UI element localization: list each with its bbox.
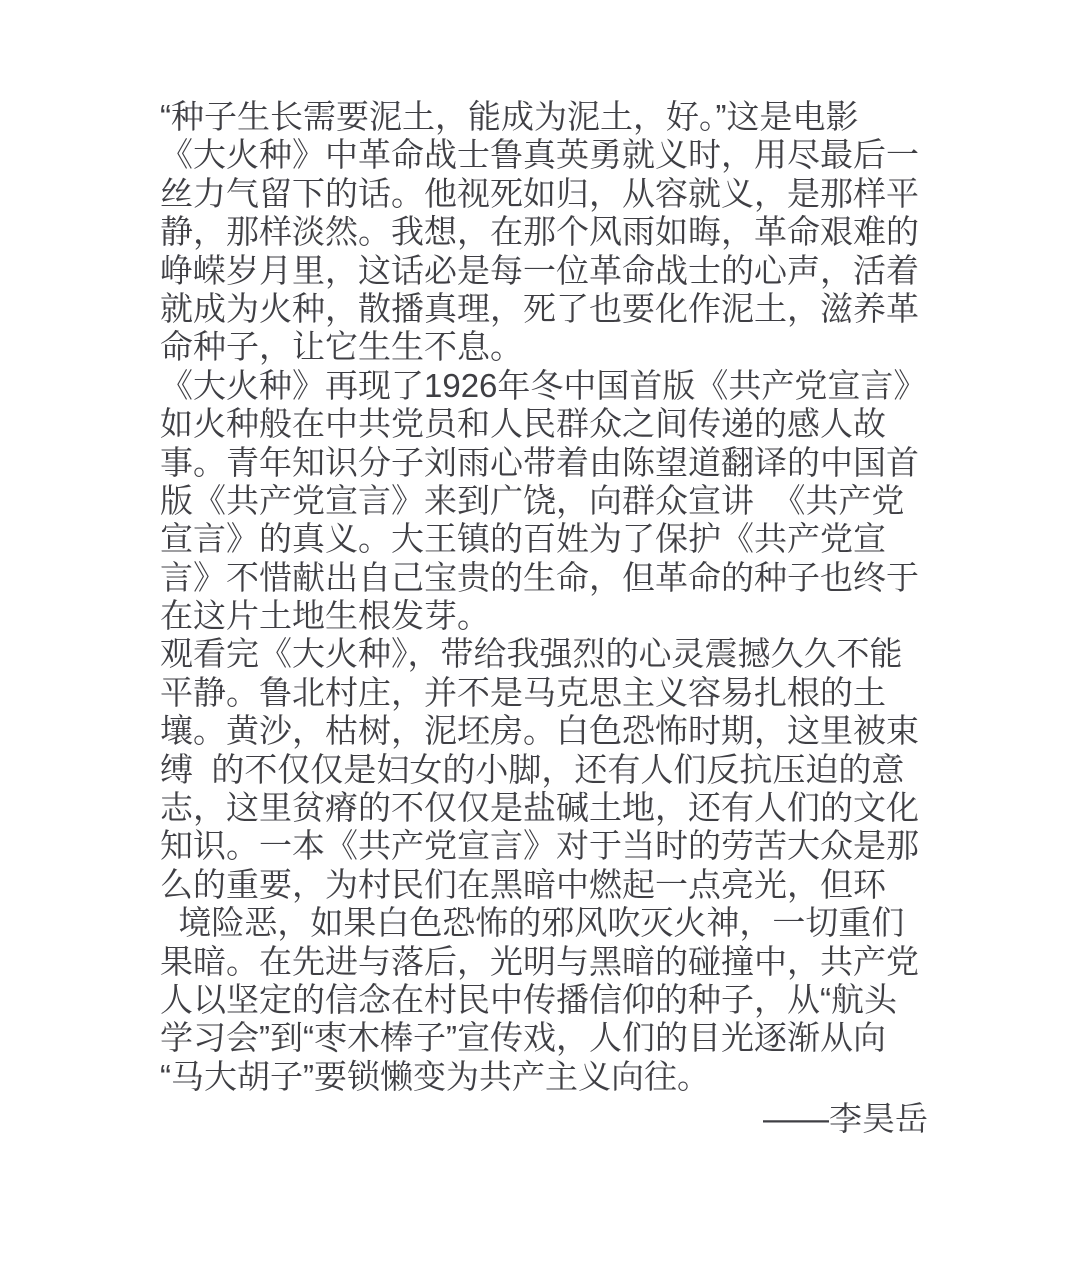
essay-body [160, 98, 928, 1139]
text-line: 事。青年知识分子刘雨心带着由陈望道翻译的中国首 [160, 443, 919, 481]
text-line: 如火种般在中共党员和人民群众之间传递的感人故 [160, 405, 886, 443]
text-line: 平静。鲁北村庄，并不是马克思主义容易扎根的土 [160, 673, 886, 711]
text-line: “种子生长需要泥土，能成为泥土，好。”这是电影 [160, 98, 859, 135]
text-line: 在这片土地生根发芽。 [160, 597, 490, 635]
text-line: 人以坚定的信念在村民中传播信仰的种子，从“航头 [160, 980, 897, 1018]
text-line: 就成为火种，散播真理，死了也要化作泥土，滋养革 [160, 289, 919, 327]
text-line: 缚 的不仅仅是妇女的小脚，还有人们反抗压迫的意 [160, 750, 905, 788]
text-line: 果暗。在先进与落后，光明与黑暗的碰撞中，共产党 [160, 942, 919, 980]
text-line: 《大火种》再现了1926年冬中国首版《共产党宣言》 [160, 366, 927, 404]
text-line: 么的重要，为村民们在黑暗中燃起一点亮光，但环 [160, 865, 886, 903]
text-line: 版《共产党宣言》来到广饶，向群众宣讲 《共产党 [160, 481, 905, 519]
text-line: 境险恶，如果白色恐怖的邪风吹灭火神，一切重们 [160, 904, 905, 942]
text-line: 丝力气留下的话。他视死如归，从容就义，是那样平 [160, 174, 919, 212]
text-line: 命种子，让它生生不息。 [160, 328, 523, 366]
text-line: 宣言》的真义。大王镇的百姓为了保护《共产党宣 [160, 520, 886, 558]
essay-paragraphs [160, 98, 928, 1096]
attribution-line: ——李昊岳 [763, 1100, 928, 1138]
text-line: 言》不惜献出自己宝贵的生命，但革命的种子也终于 [160, 558, 919, 596]
text-line: 志，这里贫瘠的不仅仅是盐碱土地，还有人们的文化 [160, 789, 919, 827]
text-line: 学习会”到“枣木棒子”宣传戏，人们的目光逐渐从向 [160, 1019, 886, 1057]
text-line: 观看完《大火种》，带给我强烈的心灵震撼久久不能 [160, 635, 903, 673]
text-line: 静，那样淡然。我想，在那个风雨如晦，革命艰难的 [160, 213, 919, 251]
text-line: “马大胡子”要锁懒变为共产主义向往。 [160, 1057, 710, 1095]
text-line: 知识。一本《共产党宣言》对于当时的劳苦大众是那 [160, 827, 919, 865]
text-line: 峥嵘岁月里，这话必是每一位革命战士的心声，活着 [160, 251, 919, 289]
text-line: 《大火种》中革命战士鲁真英勇就义时，用尽最后一 [160, 136, 919, 174]
text-line: 壤。黄沙，枯树，泥坯房。白色恐怖时期，这里被束 [160, 712, 919, 750]
